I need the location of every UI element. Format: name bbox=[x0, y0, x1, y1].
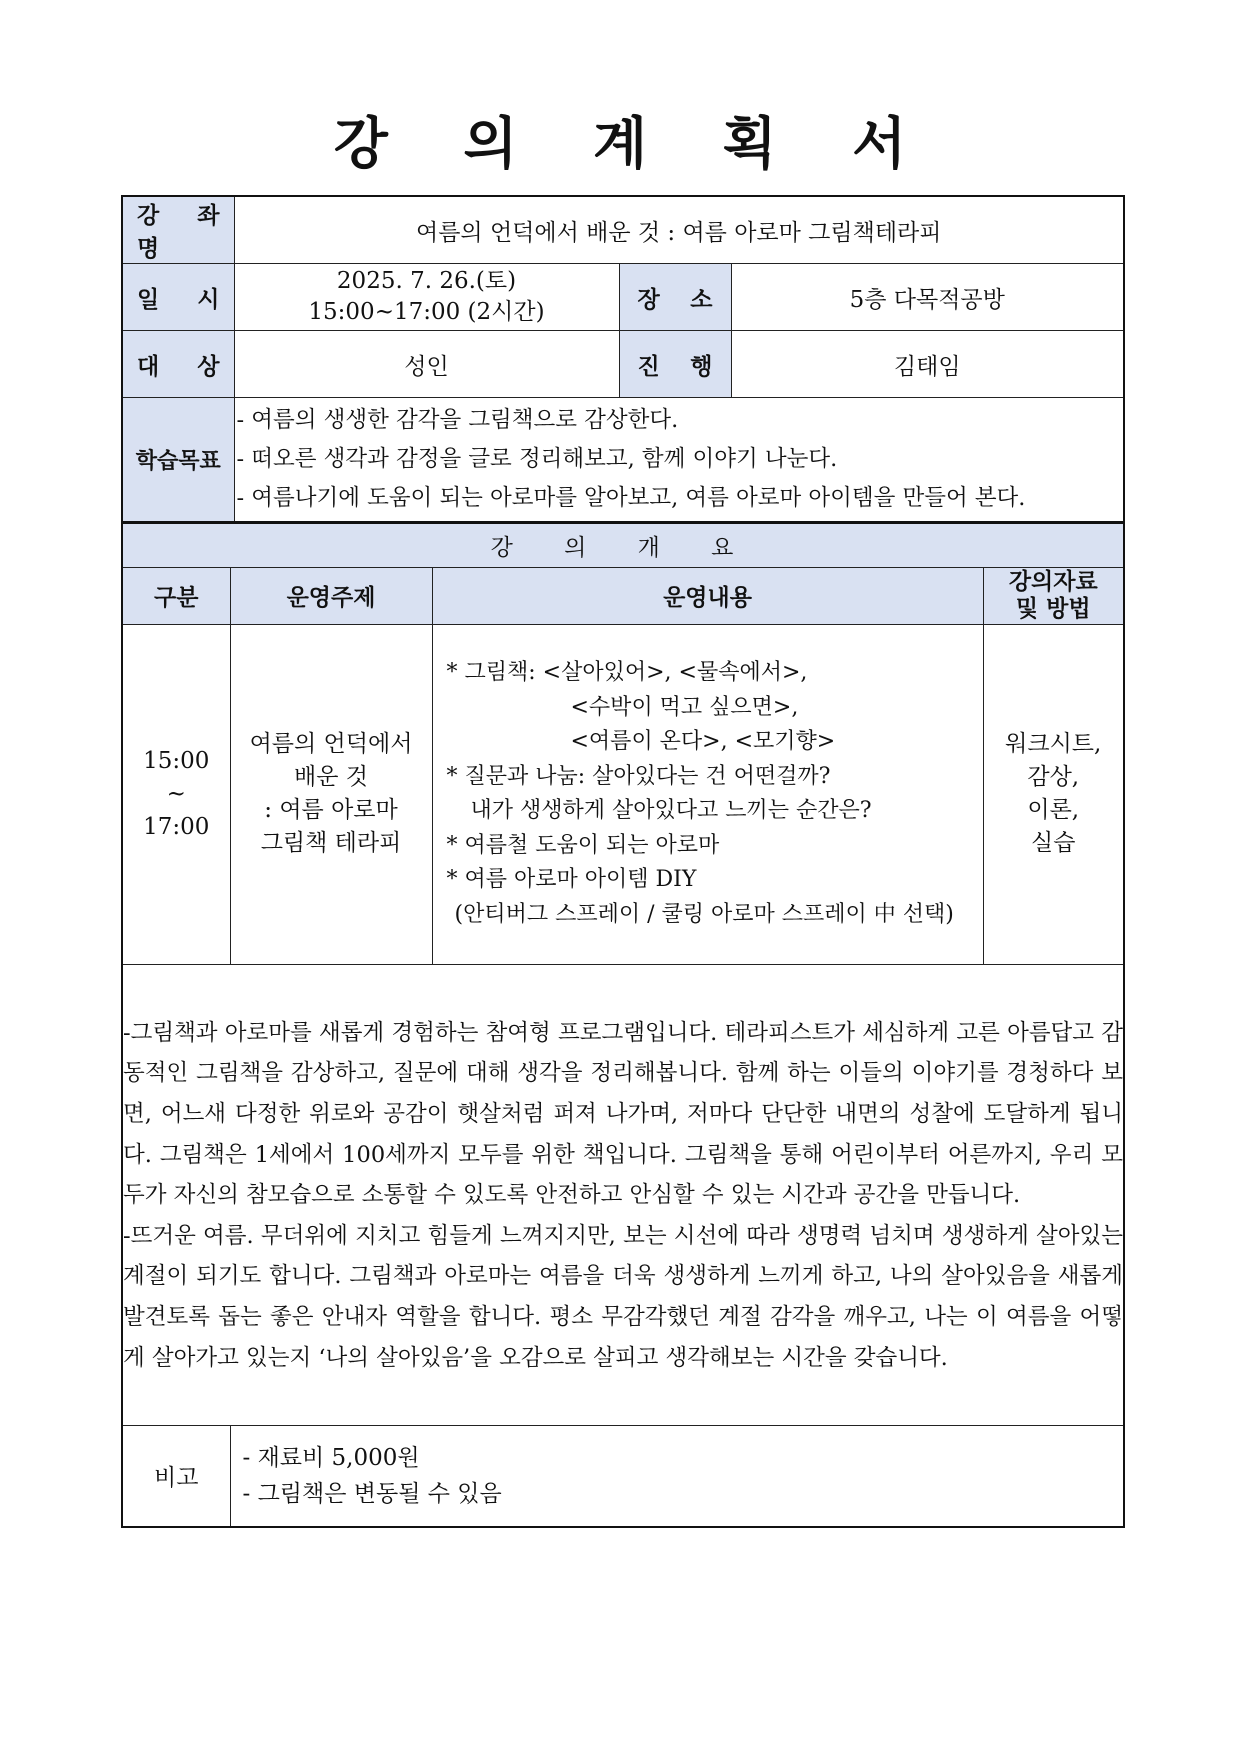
goal-item: - 여름의 생생한 감각을 그림책으로 감상한다. bbox=[236, 406, 679, 433]
content-line: <여름이 온다>, <모기향> bbox=[570, 729, 836, 754]
course-info-table bbox=[121, 195, 1125, 523]
session-time bbox=[122, 624, 230, 964]
document-title: 강 의 계 획 서 bbox=[333, 112, 935, 177]
time-line: 15:00~17:00 (2시간) bbox=[308, 299, 545, 325]
host-value: 김태임 bbox=[731, 331, 1124, 398]
program-description bbox=[122, 964, 1124, 1425]
method-line: 워크시트, bbox=[1005, 731, 1102, 757]
notes-label: 비고 bbox=[122, 1425, 230, 1527]
column-header-topic: 운영주제 bbox=[230, 567, 432, 624]
content-line: * 질문과 나눔: 살아있다는 건 어떤걸까? bbox=[446, 763, 831, 789]
method-line: 이론, bbox=[1027, 797, 1080, 823]
notes-row bbox=[122, 1425, 1124, 1527]
notes-list bbox=[230, 1425, 1124, 1527]
target-label: 대 상 bbox=[137, 353, 220, 380]
time-separator: ~ bbox=[166, 780, 186, 807]
date-label: 일 시 bbox=[137, 286, 220, 313]
course-name-row bbox=[122, 196, 1124, 264]
method-line: 실습 bbox=[1031, 830, 1076, 856]
topic-line: : 여름 아로마 bbox=[264, 797, 398, 823]
target-value: 성인 bbox=[234, 331, 619, 398]
description-paragraph: -그림책과 아로마를 새롭게 경험하는 참여형 프로그램입니다. 테라피스트가 세심하게 고른 아름답고 감동적인 그림책을 감상하고, 질문에 대해 생각을 정리해봅니다. 함께 하는 이들의 이야기를 경청하다 보면, 어느새 다정한 위로와 공감이 햇살처럼 퍼져 나가며, 저마다 단단한 내면의 성찰에 도달하게 됩니다. 그림책은 1세에서 100세까지 모두를 위한 책입니다. 그림책을 통해 어린이부터 어른까지, 우리 모두가 자신의 참모습으로 소통할 수 있도록 안전하고 안심할 수 있는 시간과 공간을 만듭니다. bbox=[123, 1019, 1123, 1209]
date-value bbox=[234, 264, 619, 331]
place-label: 장 소 bbox=[637, 286, 713, 313]
overview-heading-row bbox=[122, 523, 1124, 567]
goals-row bbox=[122, 398, 1124, 522]
topic-line: 배운 것 bbox=[294, 764, 368, 790]
course-name-label: 강 좌 명 bbox=[137, 203, 220, 262]
content-line: * 그림책: <살아있어>, <물속에서>, bbox=[446, 660, 808, 685]
goal-item: - 떠오른 생각과 감정을 글로 정리해보고, 함께 이야기 나눈다. bbox=[236, 445, 838, 472]
goal-item: - 여름나기에 도움이 되는 아로마를 알아보고, 여름 아로마 아이템을 만들어 본다. bbox=[236, 484, 1026, 511]
goals-label: 학습목표 bbox=[122, 398, 234, 522]
date-line: 2025. 7. 26.(토) bbox=[336, 268, 517, 294]
description-paragraph: -뜨거운 여름. 무더위에 지치고 힘들게 느껴지지만, 보는 시선에 따라 생명력 넘치며 생생하게 살아있는 계절이 되기도 합니다. 그림책과 아로마는 여름을 더욱 생생하게 느끼게 하고, 나의 살아있음을 새롭게 발견토록 돕는 좋은 안내자 역할을 합니다. 평소 무감각했던 계절 감각을 깨우고, 나는 이 여름을 어떻게 살아가고 있는지 ‘나의 살아있음’을 오감으로 살피고 생각해보는 시간을 갖습니다. bbox=[123, 1222, 1123, 1371]
session-content bbox=[432, 624, 983, 964]
description-row bbox=[122, 964, 1124, 1425]
course-name-value: 여름의 언덕에서 배운 것 : 여름 아로마 그림책테라피 bbox=[234, 196, 1124, 264]
topic-line: 여름의 언덕에서 bbox=[249, 731, 413, 757]
goals-list bbox=[234, 398, 1124, 522]
content-line: (안티버그 스프레이 / 쿨링 아로마 스프레이 中 선택) bbox=[454, 901, 954, 927]
column-header-category: 구분 bbox=[122, 567, 230, 624]
target-host-row bbox=[122, 331, 1124, 398]
note-item: - 재료비 5,000원 bbox=[242, 1444, 420, 1471]
overview-column-headers bbox=[122, 567, 1124, 624]
topic-line: 그림책 테라피 bbox=[260, 830, 402, 856]
time-end: 17:00 bbox=[143, 813, 210, 840]
note-item: - 그림책은 변동될 수 있음 bbox=[242, 1480, 502, 1507]
host-label: 진 행 bbox=[637, 353, 713, 380]
content-line: 내가 생생하게 살아있다고 느끼는 순간은? bbox=[470, 798, 872, 823]
place-value: 5층 다목적공방 bbox=[731, 264, 1124, 331]
session-topic bbox=[230, 624, 432, 964]
time-start: 15:00 bbox=[143, 747, 210, 774]
overview-heading: 강 의 개 요 bbox=[122, 523, 1124, 567]
column-header-content: 운영내용 bbox=[432, 567, 983, 624]
session-method bbox=[983, 624, 1124, 964]
column-header-method: 강의자료 및 방법 bbox=[983, 567, 1124, 624]
date-place-row bbox=[122, 264, 1124, 331]
content-line: * 여름철 도움이 되는 아로마 bbox=[446, 832, 720, 858]
content-line: <수박이 먹고 싶으면>, bbox=[570, 694, 799, 720]
method-line: 감상, bbox=[1027, 764, 1080, 790]
overview-table bbox=[121, 522, 1125, 1528]
content-line: * 여름 아로마 아이템 DIY bbox=[446, 867, 697, 892]
session-row bbox=[122, 624, 1124, 964]
